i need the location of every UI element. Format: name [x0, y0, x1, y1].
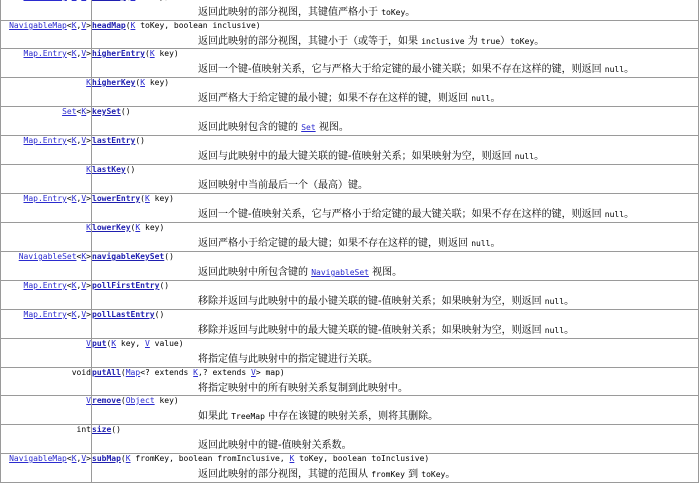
type-link[interactable]: NavigableMap [9, 21, 67, 30]
method-detail-cell [92, 0, 699, 21]
method-signature [92, 425, 698, 435]
description-link[interactable]: NavigableSet [311, 268, 369, 277]
return-type-text: , [76, 194, 82, 203]
return-type-cell [1, 339, 92, 368]
description-code: inclusive [421, 37, 465, 46]
return-type-cell [1, 78, 92, 107]
return-type-text: , [76, 281, 82, 290]
description-text: 视图。 [315, 122, 349, 133]
description-text: 。 [624, 209, 635, 220]
type-link[interactable]: K [71, 136, 77, 145]
description-text: 返回此映射中所包含键的 [198, 267, 312, 278]
method-description [198, 35, 698, 48]
method-description [198, 439, 698, 452]
method-description [198, 237, 698, 250]
param-type-link[interactable]: K [135, 223, 141, 232]
param-text: toKey, boolean toInclusive) [294, 454, 430, 463]
method-row [1, 339, 699, 368]
method-signature [92, 136, 698, 146]
description-text: ） [500, 36, 511, 47]
return-type-cell [1, 368, 92, 396]
method-name-link[interactable] [92, 0, 126, 1]
param-text: key) [149, 194, 174, 203]
return-type-text: > [86, 21, 91, 30]
description-text: 。 [490, 93, 501, 104]
method-name-link[interactable]: subMap [92, 454, 121, 463]
return-type-cell [1, 0, 92, 21]
description-text: 将指定值与此映射中的指定键进行关联。 [198, 354, 378, 365]
method-row [1, 0, 699, 21]
return-type-cell [1, 194, 92, 223]
method-name-link[interactable]: pollLastEntry [92, 310, 155, 319]
method-detail-cell [92, 281, 699, 310]
return-type-cell [1, 281, 92, 310]
method-detail-cell [92, 396, 699, 425]
method-name-link[interactable]: keySet [92, 107, 121, 116]
description-text: 返回此映射的部分视图，其键的范围从 [198, 469, 372, 480]
method-description [198, 353, 698, 366]
return-type-text: < [66, 310, 72, 319]
type-link[interactable]: V [81, 49, 87, 58]
return-type-text: < [66, 194, 72, 203]
method-detail-cell [92, 368, 699, 396]
param-text: key, [116, 339, 146, 348]
param-text: toKey, boolean inclusive) [135, 21, 261, 30]
method-signature [92, 49, 698, 59]
method-row [1, 454, 699, 483]
type-link[interactable]: V [86, 396, 91, 405]
return-type-text: , [76, 454, 82, 463]
return-type-text [86, 0, 91, 1]
method-row [1, 281, 699, 310]
description-text: 到 [404, 469, 422, 480]
description-text: 返回此映射中的键-值映射关系数。 [198, 440, 352, 451]
type-link[interactable]: V [86, 339, 91, 348]
type-link[interactable]: K [71, 49, 77, 58]
description-code: TreeMap [231, 412, 265, 421]
param-text: > map) [255, 368, 285, 377]
description-text: 返回映射中当前最后一个（最高）键。 [198, 180, 368, 191]
method-signature [92, 194, 698, 204]
param-type-link[interactable]: Object [125, 396, 155, 405]
description-text: 如果此 [198, 411, 232, 422]
description-text: 中存在该键的映射关系，则将其删除。 [264, 411, 439, 422]
param-type-link[interactable]: V [145, 339, 150, 348]
type-link[interactable]: V [81, 136, 87, 145]
param-text: <? extends [140, 368, 194, 377]
method-detail-cell [92, 49, 699, 78]
method-name-link[interactable]: lastEntry [92, 136, 136, 145]
type-link[interactable]: NavigableMap [9, 454, 67, 463]
return-type-cell [1, 396, 92, 425]
method-detail-cell [92, 454, 699, 483]
return-type-text: > [86, 310, 91, 319]
type-link[interactable]: K [71, 194, 77, 203]
return-type-text: < [76, 107, 82, 116]
method-signature [92, 339, 698, 349]
description-code: null [514, 152, 535, 161]
return-type-text: , [76, 49, 82, 58]
type-link[interactable]: V [81, 454, 87, 463]
method-description [198, 150, 698, 163]
param-text: key) [140, 223, 165, 232]
method-detail-cell [92, 310, 699, 339]
param-text: ( [106, 339, 112, 348]
method-row [1, 310, 699, 339]
param-text [135, 0, 169, 1]
method-detail-cell [92, 136, 699, 165]
method-name-link[interactable]: higherEntry [92, 49, 145, 58]
method-signature [92, 0, 698, 2]
method-signature [92, 223, 698, 233]
return-type-cell [1, 454, 92, 483]
type-link[interactable]: K [71, 310, 77, 319]
method-name-link[interactable]: size [92, 425, 112, 434]
method-name-link[interactable]: lowerKey [92, 223, 131, 232]
type-link[interactable]: V [81, 21, 87, 30]
type-link[interactable]: Map.Entry [23, 194, 67, 203]
type-link[interactable]: Map.Entry [23, 136, 67, 145]
param-text: () [120, 107, 131, 116]
return-type-text: < [66, 281, 72, 290]
method-detail-cell [92, 78, 699, 107]
description-text: 。 [534, 36, 545, 47]
method-row [1, 368, 699, 396]
description-code: null [604, 210, 625, 219]
type-link[interactable]: K [81, 252, 87, 261]
method-signature [92, 78, 698, 88]
param-type-link[interactable]: Map [125, 368, 141, 377]
method-description [198, 6, 698, 19]
type-link[interactable]: K [81, 107, 87, 116]
return-type-text: > [86, 281, 91, 290]
description-text: 返回此映射的部分视图，其键值严格小于 [198, 7, 382, 18]
method-row [1, 425, 699, 454]
method-detail-cell [92, 165, 699, 194]
param-text: ( [120, 396, 126, 405]
type-link[interactable]: V [81, 194, 87, 203]
method-signature [92, 310, 698, 320]
method-row [1, 107, 699, 136]
method-detail-cell [92, 21, 699, 49]
description-text: 返回此映射的部分视图，其键小于（或等于，如果 [198, 36, 422, 47]
description-text: 返回严格大于给定键的最小键；如果不存在这样的键，则返回 [198, 93, 472, 104]
description-text: 返回与此映射中的最大键关联的键-值映射关系；如果映射为空，则返回 [198, 151, 515, 162]
param-text: ( [135, 78, 141, 87]
return-type-text: , [76, 310, 82, 319]
method-description [198, 208, 698, 221]
return-type-cell [1, 165, 92, 194]
return-type-text: > [86, 454, 91, 463]
return-type-text: < [66, 454, 72, 463]
description-code: null [544, 297, 565, 306]
method-name-link[interactable]: higherKey [92, 78, 136, 87]
param-text: ( [144, 49, 150, 58]
param-text: key) [145, 78, 170, 87]
param-text: ( [125, 21, 131, 30]
description-text: 为 [464, 36, 481, 47]
description-code: toKey [510, 37, 535, 46]
param-text: () [154, 310, 165, 319]
return-type-text: , [76, 136, 82, 145]
return-type-text: > [86, 107, 91, 116]
type-link[interactable]: NavigableSet [18, 252, 77, 261]
param-type-link[interactable]: K [130, 21, 136, 30]
method-detail-cell [92, 194, 699, 223]
method-description [198, 266, 698, 279]
method-row [1, 396, 699, 425]
description-text: 。 [490, 238, 501, 249]
param-text: () [164, 252, 174, 261]
method-description [198, 468, 698, 481]
return-type-text: int [76, 425, 91, 434]
description-text: 将指定映射中的所有映射关系复制到此映射中。 [198, 383, 408, 394]
type-link[interactable]: V [81, 281, 87, 290]
type-link[interactable]: Map.Entry [23, 310, 67, 319]
method-signature [92, 396, 698, 406]
method-row [1, 136, 699, 165]
method-detail-cell [92, 223, 699, 252]
param-text: ( [130, 223, 136, 232]
method-description [198, 179, 698, 192]
method-signature [92, 454, 698, 464]
type-link[interactable] [24, 0, 67, 1]
method-detail-cell [92, 107, 699, 136]
type-link[interactable]: Map.Entry [23, 281, 67, 290]
method-row [1, 21, 699, 49]
description-text: 返回此映射包含的键的 [198, 122, 302, 133]
param-text: () [159, 281, 170, 290]
method-row [1, 223, 699, 252]
description-text: 视图。 [368, 267, 403, 278]
return-type-cell [1, 425, 92, 454]
return-type-text: > [86, 136, 91, 145]
description-text: 。 [624, 64, 635, 75]
return-type-text: , [76, 21, 82, 30]
param-text: key) [154, 396, 179, 405]
param-type-link[interactable]: K [140, 78, 146, 87]
return-type-cell [1, 223, 92, 252]
param-type-link[interactable]: K [145, 194, 150, 203]
method-name-link[interactable]: remove [92, 396, 121, 405]
description-text: 。 [445, 469, 456, 480]
type-link[interactable]: K [86, 78, 91, 87]
type-link[interactable]: K [71, 21, 77, 30]
method-summary-body [1, 0, 699, 483]
param-type-link[interactable]: K [125, 454, 131, 463]
method-description [198, 410, 698, 423]
method-name-link[interactable]: lastKey [92, 165, 126, 174]
return-type-cell [1, 310, 92, 339]
method-signature [92, 107, 698, 117]
type-link[interactable]: V [81, 310, 87, 319]
return-type-cell [1, 252, 92, 281]
return-type-cell [1, 21, 92, 49]
method-name-link[interactable]: put [92, 339, 107, 348]
return-type-cell [1, 136, 92, 165]
method-row [1, 252, 699, 281]
return-type-text: < [66, 136, 72, 145]
type-link[interactable]: Set [62, 107, 77, 116]
type-link[interactable]: K [71, 454, 77, 463]
param-text: ( [120, 454, 126, 463]
method-name-link[interactable]: lowerEntry [92, 194, 141, 203]
description-code: null [471, 94, 491, 103]
description-text: 。 [534, 151, 545, 162]
param-type-link[interactable]: K [289, 454, 295, 463]
method-row [1, 194, 699, 223]
param-type-link[interactable]: K [111, 339, 117, 348]
method-signature [92, 21, 698, 31]
return-type-text: < [76, 252, 82, 261]
description-text: 返回严格小于给定键的最大键；如果不存在这样的键，则返回 [198, 238, 472, 249]
method-signature [92, 165, 698, 175]
method-description [198, 121, 698, 134]
method-signature [92, 368, 698, 378]
method-detail-cell [92, 339, 699, 368]
param-text: ( [120, 368, 126, 377]
method-detail-cell [92, 425, 699, 454]
param-type-link[interactable]: K [149, 49, 155, 58]
description-text: 移除并返回与此映射中的最大键关联的键-值映射关系；如果映射为空，则返回 [198, 325, 545, 336]
method-row [1, 49, 699, 78]
param-text: () [125, 165, 136, 174]
return-type-text: void [71, 368, 91, 377]
param-text: ( [140, 194, 145, 203]
param-type-link[interactable]: K [193, 368, 198, 377]
method-row [1, 165, 699, 194]
description-text: 移除并返回与此映射中的最小键关联的键-值映射关系；如果映射为空，则返回 [198, 296, 545, 307]
method-signature [92, 252, 698, 262]
type-link[interactable]: K [86, 165, 91, 174]
method-name-link[interactable]: putAll [92, 368, 121, 377]
description-code: null [604, 65, 625, 74]
param-text: () [111, 425, 121, 434]
description-code: null [471, 239, 491, 248]
description-link[interactable]: Set [301, 123, 316, 132]
method-signature [92, 281, 698, 291]
description-code: fromKey [371, 470, 405, 479]
method-description [198, 324, 698, 337]
description-code: toKey [381, 8, 406, 17]
description-code: null [544, 326, 565, 335]
description-text: 返回一个键-值映射关系，它与严格小于给定键的最大键关联；如果不存在这样的键，则返回 [198, 209, 605, 220]
type-link[interactable]: K [86, 223, 91, 232]
return-type-text: > [86, 49, 91, 58]
type-link[interactable]: K [71, 281, 77, 290]
description-text: 返回一个键-值映射关系，它与严格大于给定键的最小键关联；如果不存在这样的键，则返回 [198, 64, 605, 75]
param-text: value) [149, 339, 184, 348]
description-text: 。 [564, 325, 575, 336]
return-type-text: < [66, 21, 72, 30]
return-type-cell [1, 49, 92, 78]
method-row [1, 78, 699, 107]
param-text: key) [154, 49, 179, 58]
param-text: fromKey, boolean fromInclusive, [130, 454, 290, 463]
method-description [198, 92, 698, 105]
method-description [198, 382, 698, 395]
param-text: () [135, 136, 145, 145]
return-type-text: > [86, 194, 91, 203]
param-text: ,? extends [198, 368, 251, 377]
return-type-text: < [66, 49, 72, 58]
param-type-link[interactable]: V [250, 368, 256, 377]
method-description [198, 63, 698, 76]
description-code: true [480, 37, 501, 46]
method-name-link[interactable]: headMap [92, 21, 126, 30]
return-type-text: > [86, 252, 91, 261]
method-name-link[interactable]: navigableKeySet [92, 252, 165, 261]
description-text: 。 [405, 7, 416, 18]
method-name-link[interactable]: pollFirstEntry [92, 281, 160, 290]
return-type-cell [1, 107, 92, 136]
description-text: 。 [564, 296, 575, 307]
method-description [198, 295, 698, 308]
method-detail-cell [92, 252, 699, 281]
type-link[interactable]: Map.Entry [23, 49, 67, 58]
description-code: toKey [421, 470, 446, 479]
